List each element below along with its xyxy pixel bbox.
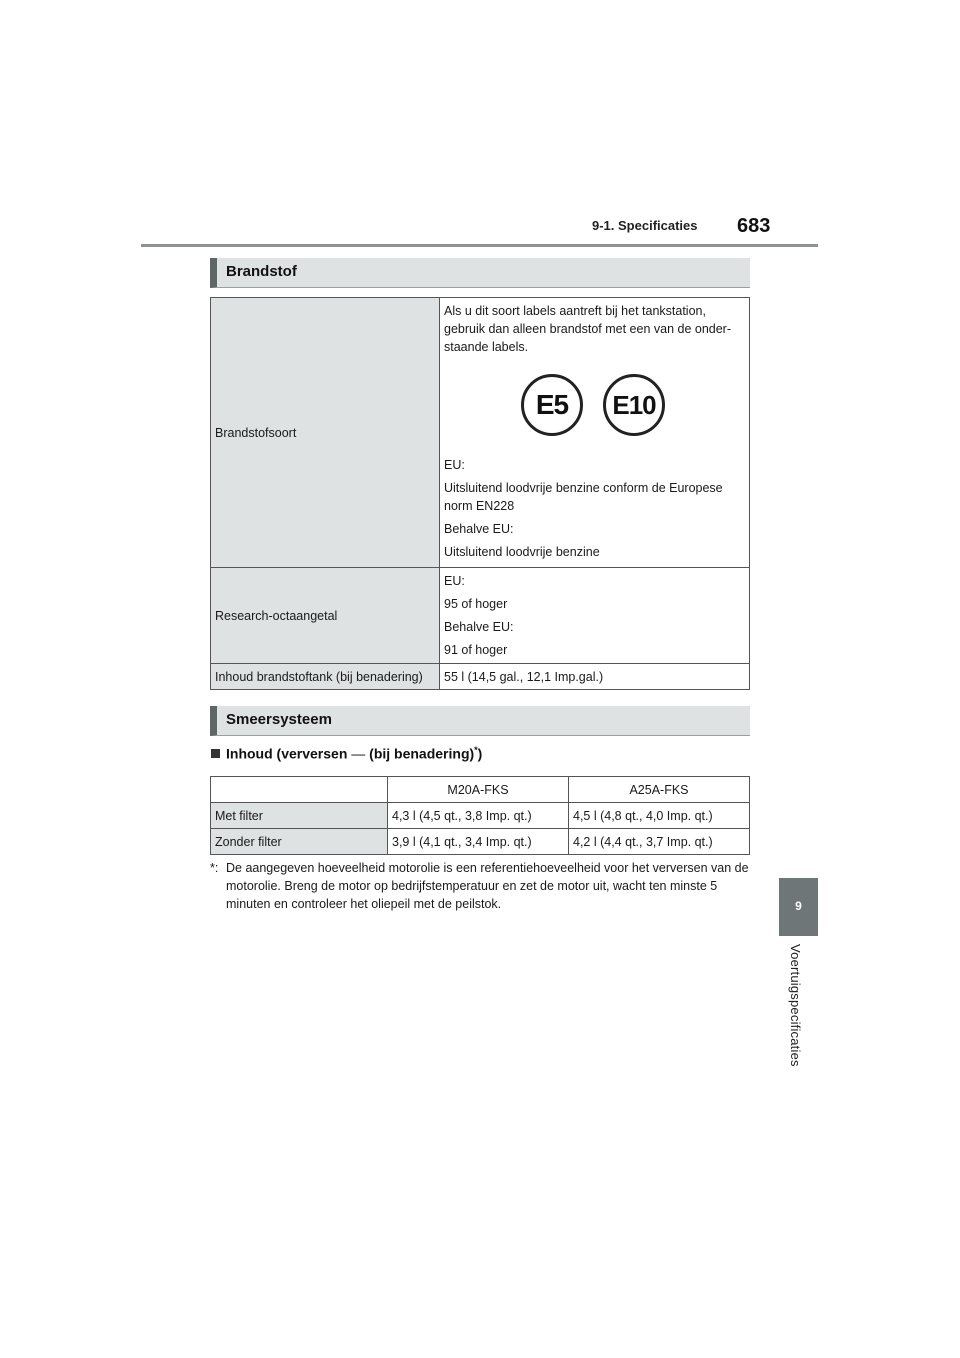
section-heading-text: Smeersysteem <box>226 711 332 728</box>
octane-eu-label: EU: <box>444 574 465 588</box>
footnote-text: De aangegeven hoeveelheid motorolie is een referentiehoeveelheid voor het verversen van de motorolie. Breng de motor op bedrijfstemperatuur en zet de motor uit, wacht ten minste 5 minuten en controleer het oliepeil met de peilstok. <box>226 861 749 911</box>
fuel-non-eu-value: Uitsluitend loodvrije benzine <box>444 545 600 559</box>
chapter-tab <box>779 878 818 936</box>
octane-non-eu-label: Behalve EU: <box>444 620 514 634</box>
octane-eu-value: 95 of hoger <box>444 597 508 611</box>
octane-non-eu-value: 91 of hoger <box>444 643 508 657</box>
cell-value: 4,3 l (4,5 qt., 3,8 Imp. qt.) <box>388 803 569 829</box>
section-heading-brandstof <box>210 258 750 288</box>
fuel-label-logos <box>444 356 745 456</box>
table-row <box>211 829 750 855</box>
octane-value <box>440 568 750 664</box>
fuel-type-intro: Als u dit soort labels aantreft bij het tankstation, gebruik dan alleen brandstof met een van de onder-staande labels. <box>444 304 731 354</box>
chapter-label: Voertuigspecificaties <box>788 944 803 1067</box>
tank-capacity-label: Inhoud brandstoftank (bij benadering) <box>211 664 440 690</box>
cell-value: 3,9 l (4,1 qt., 3,4 Imp. qt.) <box>388 829 569 855</box>
section-heading-text: Brandstof <box>226 263 297 280</box>
header-divider <box>141 244 818 247</box>
section-heading-smeersysteem <box>210 706 750 736</box>
fuel-type-value <box>440 298 750 568</box>
fuel-eu-value: Uitsluitend loodvrije benzine conform de Europese norm EN228 <box>444 481 723 513</box>
e5-logo: E5 <box>521 374 583 436</box>
table-row <box>211 803 750 829</box>
octane-label: Research-octaangetal <box>211 568 440 664</box>
chapter-number: 9 <box>795 899 802 913</box>
fuel-type-label: Brandstofsoort <box>211 298 440 568</box>
table-row <box>211 568 750 664</box>
oil-capacity-heading: Inhoud (verversen — (bij benadering)*) <box>211 745 482 762</box>
row-label-with-filter: Met filter <box>211 803 388 829</box>
footnote <box>210 859 750 913</box>
e10-logo: E10 <box>603 374 665 436</box>
row-label-without-filter: Zonder filter <box>211 829 388 855</box>
oil-capacity-table <box>210 776 750 855</box>
column-header-a25a: A25A-FKS <box>569 777 750 803</box>
table-row <box>211 298 750 568</box>
tank-capacity-value: 55 l (14,5 gal., 12,1 Imp.gal.) <box>440 664 750 690</box>
section-title: 9-1. Specificaties <box>592 218 698 233</box>
em-dash: — <box>351 745 366 762</box>
fuel-spec-table <box>210 297 750 690</box>
footnote-mark: *: <box>210 861 219 875</box>
footnote-marker: * <box>474 745 478 755</box>
cell-value: 4,5 l (4,8 qt., 4,0 Imp. qt.) <box>569 803 750 829</box>
page-number: 683 <box>737 215 771 237</box>
column-header-m20a: M20A-FKS <box>388 777 569 803</box>
square-bullet-icon <box>211 749 220 758</box>
fuel-non-eu-label: Behalve EU: <box>444 522 514 536</box>
table-row <box>211 664 750 690</box>
cell-value: 4,2 l (4,4 qt., 3,7 Imp. qt.) <box>569 829 750 855</box>
table-header-row <box>211 777 750 803</box>
fuel-eu-label: EU: <box>444 458 465 472</box>
column-header-empty <box>211 777 388 803</box>
